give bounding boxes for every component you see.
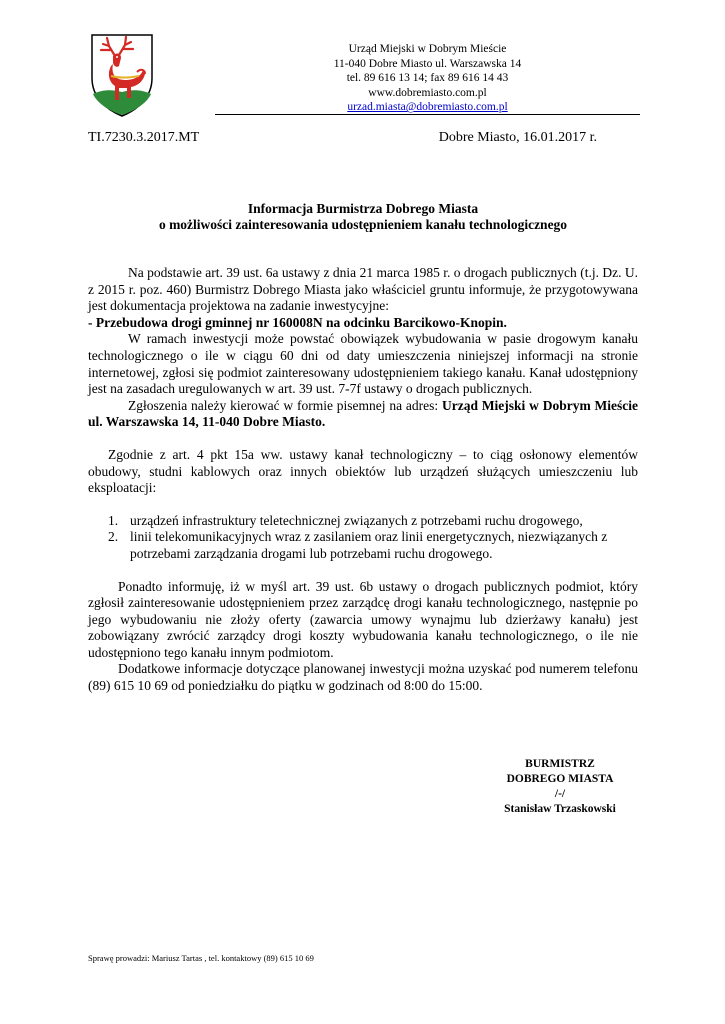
list-item-number: 2. (108, 529, 119, 545)
list-item-number: 1. (108, 512, 119, 528)
paragraph-cost-obligation: Ponadto informuję, iż w myśl art. 39 ust. 6b ustawy o drogach publicznych podmiot, który zgłosił zainteresowanie udostępnieniem przez zarządcę drogi kanału technologicznego, następnie po jego wybudowaniu nie złoży oferty (zawarcia umowy wynajmu lub dzierżawy kanału) jest zobowiązany zwrócić zarządcy drogi koszty wybudowania kanału technologicznego, o ile nie udostępniono tego kanału innym podmiotom. (88, 578, 638, 660)
title-line-2: o możliwości zainteresowania udostępnieniem kanału technologicznego (158, 217, 568, 232)
letterhead (215, 42, 640, 115)
investment-task: - Przebudowa drogi gminnej nr 160008N na odcinku Barcikowo-Knopin. (88, 314, 507, 330)
city-crest-deer-icon (89, 32, 155, 118)
list-item (88, 513, 638, 530)
header-divider (215, 114, 640, 115)
document-reference: TI.7230.3.2017.MT (88, 130, 200, 145)
footer-contact: Sprawę prowadzi: Mariusz Tartas , tel. kontaktowy (89) 615 10 69 (88, 953, 314, 963)
signature-mark: /-/ (554, 788, 566, 800)
submission-lead: Zgłoszenia należy kierować w formie pisemnej na adres: (128, 397, 442, 413)
signature-name: Stanisław Trzaskowski (504, 803, 616, 815)
paragraph-obligation: W ramach inwestycji może powstać obowiązek wybudowania w pasie drogowym kanału technologicznego o ile w ciągu 60 dni od daty umieszczenia niniejszej informacji na stronie internetowej, zgłosi się podmiot zainteresowany udostępnieniem takiego kanału. Kanał udostępniony jest na zasadach uregulowanych w art. 39 ust. 7-7f ustawy o drogach publicznych. (88, 331, 638, 397)
paragraph-definition: Zgodnie z art. 4 pkt 15a ww. ustawy kanał technologiczny – to ciąg osłonowy elementów obudowy, studni kablowych oraz innych obiektów lub urządzeń służących umieszczeniu lub eksploatacji: (88, 446, 638, 496)
office-address: 11-040 Dobre Miasto ul. Warszawska 14 (333, 57, 522, 70)
submission-address: Urząd Miejski w Dobrym Mieście ul. Warszawska 14, 11-040 Dobre Miasto. (88, 397, 639, 430)
place-and-date: Dobre Miasto, 16.01.2017 r. (438, 130, 597, 145)
paragraph-contact-info: Dodatkowe informacje dotyczące planowanej inwestycji można uzyskać pod numerem telefonu (89) 615 10 69 od poniedziałku do piątku w godzinach od 8:00 do 15:00. (88, 661, 638, 694)
signature-title-2: DOBREGO MIASTA (506, 773, 614, 785)
signature-title-1: BURMISTRZ (525, 758, 595, 770)
list-item-text: urządzeń infrastruktury teletechnicznej związanych z potrzebami ruchu drogowego, (130, 512, 583, 528)
definition-list (88, 513, 638, 563)
office-name: Urząd Miejski w Dobrym Mieście (348, 43, 507, 55)
office-phone-fax: tel. 89 616 13 14; fax 89 616 14 43 (346, 72, 509, 85)
list-item (88, 529, 638, 562)
document-body (88, 265, 638, 695)
document-title (88, 201, 638, 233)
title-line-1: Informacja Burmistrza Dobrego Miasta (247, 201, 479, 216)
list-item-text: linii telekomunikacyjnych wraz z zasilaniem oraz linii energetycznych, niezwiązanych z potrzebami zarządzania drogami lub potrzebami ruchu drogowego. (130, 529, 608, 561)
office-website[interactable]: www.dobremiasto.com.pl (368, 86, 487, 99)
office-email-link[interactable]: urzad.miasta@dobremiasto.com.pl (347, 101, 508, 114)
paragraph-legal-basis: Na podstawie art. 39 ust. 6a ustawy z dnia 21 marca 1985 r. o drogach publicznych (t.j. Dz. U. z 2015 r. poz. 460) Burmistrz Dobrego Miasta jako właściciel gruntu informuje, że przygotowywana jest dokumentacja projektowa na zadanie inwestycyjne: (88, 265, 638, 314)
paragraph-submission (88, 398, 638, 431)
signature-block (460, 757, 660, 817)
